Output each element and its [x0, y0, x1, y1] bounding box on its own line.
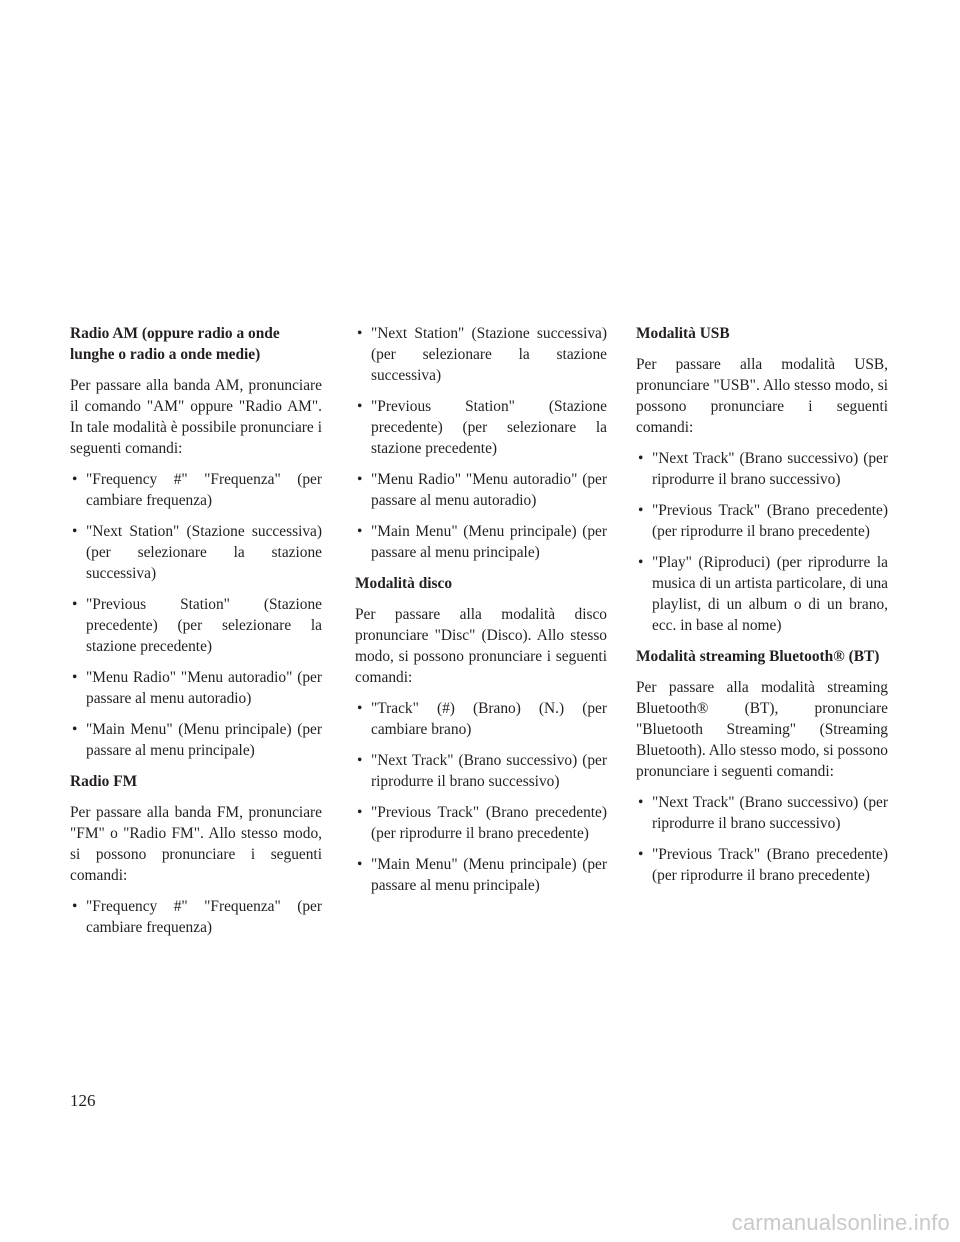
list-item: • "Next Track" (Brano successivo) (per riprodurre il brano successivo)	[636, 792, 888, 834]
list-item: • "Next Track" (Brano successivo) (per riprodurre il brano successivo)	[636, 448, 888, 490]
heading-usb-mode: Modalità USB	[636, 325, 730, 342]
paragraph-radio-fm: Per passare alla banda FM, pronunciare "FM" o "Radio FM". Allo stesso modo, si possono pronunciare i seguenti comandi:	[70, 804, 322, 884]
column-middle	[355, 323, 607, 906]
page-number: 126	[70, 1091, 96, 1110]
heading-disc-mode: Modalità disco	[355, 575, 453, 592]
paragraph-disc-mode: Per passare alla modalità disco pronunciare "Disc" (Disco). Allo stesso modo, si possono pronunciare i seguenti comandi:	[355, 606, 607, 686]
list-item: • "Next Track" (Brano successivo) (per riprodurre il brano successivo)	[355, 750, 607, 792]
list-item: • "Previous Station" (Stazione precedente) (per selezionare la stazione precedente)	[355, 396, 607, 459]
list-item: • "Menu Radio" "Menu autoradio" (per passare al menu autoradio)	[355, 469, 607, 511]
list-disc-commands	[355, 698, 607, 896]
list-item: • "Next Station" (Stazione successiva) (per selezionare la stazione successiva)	[70, 521, 322, 584]
list-item: • "Frequency #" "Frequenza" (per cambiare frequenza)	[70, 469, 322, 511]
list-item: • "Menu Radio" "Menu autoradio" (per passare al menu autoradio)	[70, 667, 322, 709]
list-fm-commands	[70, 896, 322, 938]
list-am-commands	[70, 469, 322, 761]
heading-bluetooth-mode: Modalità streaming Bluetooth® (BT)	[636, 648, 880, 665]
paragraph-bluetooth-mode: Per passare alla modalità streaming Bluetooth® (BT), pronunciare "Bluetooth Streaming" (Streaming Bluetooth). Allo stesso modo, si possono pronunciare i seguenti comandi:	[636, 679, 888, 780]
list-item: • "Next Station" (Stazione successiva) (per selezionare la stazione successiva)	[355, 323, 607, 386]
list-fm-commands-cont	[355, 323, 607, 563]
list-item: • "Play" (Riproduci) (per riprodurre la musica di un artista particolare, di una playlist, di un album o di un brano, ecc. in base al nome)	[636, 552, 888, 636]
paragraph-radio-am: Per passare alla banda AM, pronunciare il comando "AM" oppure "Radio AM". In tale modalità è possibile pronunciare i seguenti comandi:	[70, 377, 322, 457]
column-right	[636, 323, 888, 896]
list-item: • "Previous Track" (Brano precedente) (per riprodurre il brano precedente)	[636, 500, 888, 542]
list-item: • "Main Menu" (Menu principale) (per passare al menu principale)	[355, 854, 607, 896]
list-item: • "Previous Track" (Brano precedente) (per riprodurre il brano precedente)	[636, 844, 888, 886]
list-usb-commands	[636, 448, 888, 636]
watermark: carmanualsonline.info	[731, 1210, 950, 1235]
list-item: • "Previous Track" (Brano precedente) (per riprodurre il brano precedente)	[355, 802, 607, 844]
list-item: • "Track" (#) (Brano) (N.) (per cambiare brano)	[355, 698, 607, 740]
list-bluetooth-commands	[636, 792, 888, 886]
list-item: • "Previous Station" (Stazione precedente) (per selezionare la stazione precedente)	[70, 594, 322, 657]
column-left	[70, 323, 322, 948]
heading-radio-fm: Radio FM	[70, 773, 138, 790]
list-item: • "Frequency #" "Frequenza" (per cambiare frequenza)	[70, 896, 322, 938]
paragraph-usb-mode: Per passare alla modalità USB, pronunciare "USB". Allo stesso modo, si possono pronunciare i seguenti comandi:	[636, 356, 888, 436]
list-item: • "Main Menu" (Menu principale) (per passare al menu principale)	[70, 719, 322, 761]
list-item: • "Main Menu" (Menu principale) (per passare al menu principale)	[355, 521, 607, 563]
heading-radio-am: Radio AM (oppure radio a onde lunghe o radio a onde medie)	[70, 325, 280, 363]
